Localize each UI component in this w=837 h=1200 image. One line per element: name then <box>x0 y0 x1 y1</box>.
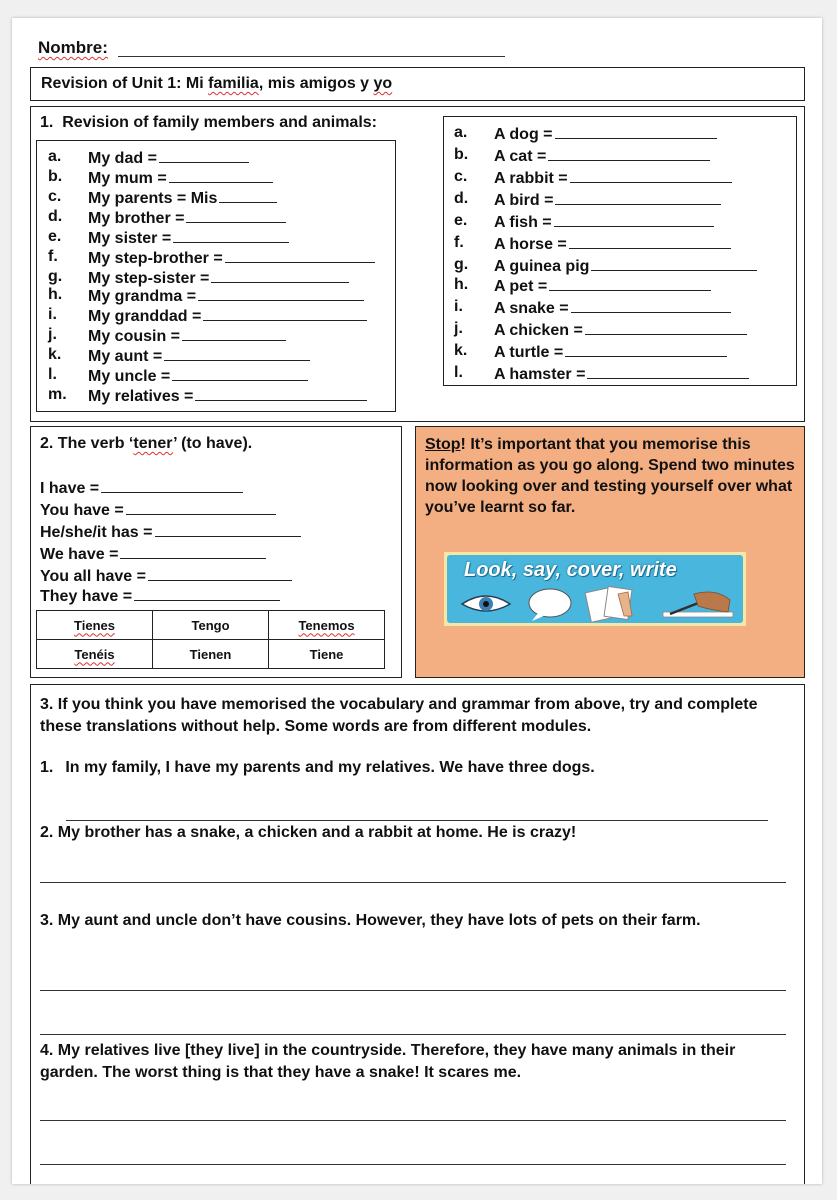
answer-blank[interactable] <box>120 544 266 559</box>
eye-icon <box>462 596 510 611</box>
stop-message: Stop! It’s important that you memorise this information as you go along. Spend two minutes now looking over and testing yourself over what you’ve learnt so far. <box>425 436 795 516</box>
worksheet-page <box>12 18 822 1184</box>
answer-blank[interactable] <box>555 124 717 139</box>
answer-blank[interactable] <box>172 366 308 381</box>
item-letter: a. <box>454 124 468 141</box>
verb-row-label: They have = <box>40 588 133 605</box>
item-label-text: My cousin = <box>88 328 181 345</box>
item-label <box>88 286 364 306</box>
verb-row-label: I have = <box>40 480 100 497</box>
item-letter: b. <box>48 168 63 185</box>
answer-blank[interactable] <box>591 256 757 271</box>
answer-blank[interactable] <box>198 286 364 301</box>
item-label-text: My step-sister = <box>88 270 210 287</box>
item-label-text: My dad = <box>88 150 157 167</box>
verb-table <box>36 610 385 669</box>
item-label <box>494 256 757 276</box>
answer-blank[interactable] <box>159 148 249 163</box>
answer-blank[interactable] <box>148 566 292 581</box>
table-cell: Tiene <box>269 640 385 669</box>
item-letter: l. <box>48 366 57 383</box>
item-label-text: A turtle = <box>494 344 564 361</box>
item-letter: h. <box>454 276 469 293</box>
item-label <box>88 168 273 188</box>
item-letter: c. <box>48 188 62 205</box>
answer-blank[interactable] <box>225 248 375 263</box>
answer-blank[interactable] <box>548 146 710 161</box>
item-label-text: A fish = <box>494 214 552 231</box>
item-label <box>88 248 375 268</box>
item-label-text: A guinea pig <box>494 258 590 275</box>
table-cell: Tenemos <box>269 611 385 640</box>
answer-blank[interactable] <box>569 234 731 249</box>
item-label-text: A cat = <box>494 148 547 165</box>
cover-paper-icon <box>585 586 632 622</box>
item-letter: j. <box>48 326 57 343</box>
item-letter: d. <box>454 190 469 207</box>
answer-blank[interactable] <box>182 326 286 341</box>
item-label <box>494 276 711 296</box>
answer-blank[interactable] <box>203 306 367 321</box>
item-label-text: My uncle = <box>88 368 171 385</box>
question-1: 1. In my family, I have my parents and my relatives. We have three dogs. <box>40 759 595 776</box>
section3-intro: 3. If you think you have memorised the vocabulary and grammar from above, try and complete these translations without help. Some words are from different modules. <box>40 696 758 735</box>
item-label-text: A dog = <box>494 126 553 143</box>
item-letter: e. <box>48 228 62 245</box>
item-label-text: A pet = <box>494 278 548 295</box>
item-label-text: A snake = <box>494 300 569 317</box>
item-label <box>494 234 731 254</box>
item-label-text: A horse = <box>494 236 567 253</box>
item-label <box>88 188 277 208</box>
answer-blank[interactable] <box>565 342 727 357</box>
item-label <box>88 268 349 288</box>
verb-row <box>40 522 301 542</box>
item-letter: l. <box>454 364 463 381</box>
item-letter: d. <box>48 208 63 225</box>
item-label <box>494 342 727 362</box>
item-label <box>88 306 367 326</box>
item-label <box>88 208 286 228</box>
answer-blank[interactable] <box>126 500 276 515</box>
item-label <box>88 228 289 248</box>
answer-blank[interactable] <box>219 188 277 203</box>
answer-line-1[interactable] <box>66 820 768 821</box>
answer-blank[interactable] <box>554 212 714 227</box>
table-cell: Tenéis <box>37 640 153 669</box>
item-label-text: My aunt = <box>88 348 163 365</box>
item-label-text: My brother = <box>88 210 185 227</box>
answer-blank[interactable] <box>195 386 367 401</box>
answer-blank[interactable] <box>173 228 289 243</box>
question-3: 3. My aunt and uncle don’t have cousins. However, they have lots of pets on their farm. <box>40 912 701 929</box>
item-letter: e. <box>454 212 468 229</box>
item-letter: b. <box>454 146 469 163</box>
item-label-text: My sister = <box>88 230 172 247</box>
item-letter: g. <box>48 268 63 285</box>
item-label <box>88 148 249 168</box>
item-label-text: My parents = Mis <box>88 190 218 207</box>
answer-blank[interactable] <box>134 586 280 601</box>
answer-line-4a[interactable] <box>40 1120 786 1121</box>
name-label: Nombre: <box>38 38 108 57</box>
item-label <box>494 124 717 144</box>
banner-title: Look, say, cover, write <box>464 559 677 581</box>
answer-blank[interactable] <box>571 298 731 313</box>
answer-line-3a[interactable] <box>40 990 786 991</box>
answer-blank[interactable] <box>570 168 732 183</box>
item-letter: g. <box>454 256 469 273</box>
title-box <box>30 67 805 101</box>
item-label <box>494 364 749 384</box>
item-label-text: My grandma = <box>88 288 197 305</box>
table-row <box>37 640 385 669</box>
section2-heading: 2. The verb ‘tener’ (to have). <box>40 435 253 452</box>
item-label <box>494 168 732 188</box>
item-label-text: My mum = <box>88 170 167 187</box>
item-label <box>494 320 747 340</box>
look-say-cover-write-banner <box>444 552 746 626</box>
name-line[interactable] <box>118 56 505 57</box>
item-letter: i. <box>454 298 463 315</box>
verb-row-label: You all have = <box>40 568 146 585</box>
item-letter: a. <box>48 148 62 165</box>
speech-bubble-icon <box>529 589 571 621</box>
item-label-text: My step-brother = <box>88 250 223 267</box>
item-letter: j. <box>454 320 463 337</box>
item-label-text: A bird = <box>494 192 554 209</box>
answer-blank[interactable] <box>164 346 310 361</box>
answer-blank[interactable] <box>155 522 301 537</box>
verb-row-label: He/she/it has = <box>40 524 153 541</box>
answer-blank[interactable] <box>186 208 286 223</box>
answer-blank[interactable] <box>549 276 711 291</box>
item-letter: c. <box>454 168 468 185</box>
page-title: Revision of Unit 1: Mi familia, mis amigos y yo <box>41 75 393 92</box>
item-label <box>88 386 367 406</box>
item-letter: k. <box>454 342 468 359</box>
item-label-text: A hamster = <box>494 366 586 383</box>
verb-row-label: You have = <box>40 502 124 519</box>
item-label <box>494 298 731 318</box>
item-label <box>88 366 308 386</box>
item-label <box>88 326 286 346</box>
item-label-text: My relatives = <box>88 388 194 405</box>
banner-icons <box>458 586 738 622</box>
answer-line-3b[interactable] <box>40 1034 786 1035</box>
item-label <box>494 190 721 210</box>
question-2: 2. My brother has a snake, a chicken and a rabbit at home. He is crazy! <box>40 824 577 841</box>
verb-row <box>40 500 276 520</box>
item-letter: m. <box>48 386 67 403</box>
verb-row <box>40 566 292 586</box>
item-letter: k. <box>48 346 62 363</box>
section1-heading: 1. Revision of family members and animals: <box>40 114 377 131</box>
item-label <box>88 346 310 366</box>
item-label <box>494 212 714 232</box>
answer-blank[interactable] <box>585 320 747 335</box>
verb-row <box>40 544 266 564</box>
writing-hand-icon <box>663 592 733 617</box>
item-letter: h. <box>48 286 63 303</box>
answer-line-2[interactable] <box>40 882 786 883</box>
table-cell: Tienes <box>37 611 153 640</box>
answer-blank[interactable] <box>587 364 749 379</box>
table-row <box>37 611 385 640</box>
item-label-text: A rabbit = <box>494 170 568 187</box>
table-cell: Tengo <box>153 611 269 640</box>
item-letter: f. <box>454 234 464 251</box>
item-label-text: My granddad = <box>88 308 202 325</box>
item-letter: f. <box>48 248 58 265</box>
item-letter: i. <box>48 306 57 323</box>
verb-row <box>40 586 280 606</box>
answer-blank[interactable] <box>101 478 243 493</box>
answer-blank[interactable] <box>169 168 273 183</box>
answer-blank[interactable] <box>555 190 721 205</box>
question-4: 4. My relatives live [they live] in the countryside. Therefore, they have many animals in their garden. The worst thing is that they have a snake! It scares me. <box>40 1042 736 1081</box>
verb-row <box>40 478 243 498</box>
item-label <box>494 146 710 166</box>
answer-blank[interactable] <box>211 268 349 283</box>
item-label-text: A chicken = <box>494 322 583 339</box>
answer-line-4b[interactable] <box>40 1164 786 1165</box>
verb-row-label: We have = <box>40 546 119 563</box>
table-cell: Tienen <box>153 640 269 669</box>
